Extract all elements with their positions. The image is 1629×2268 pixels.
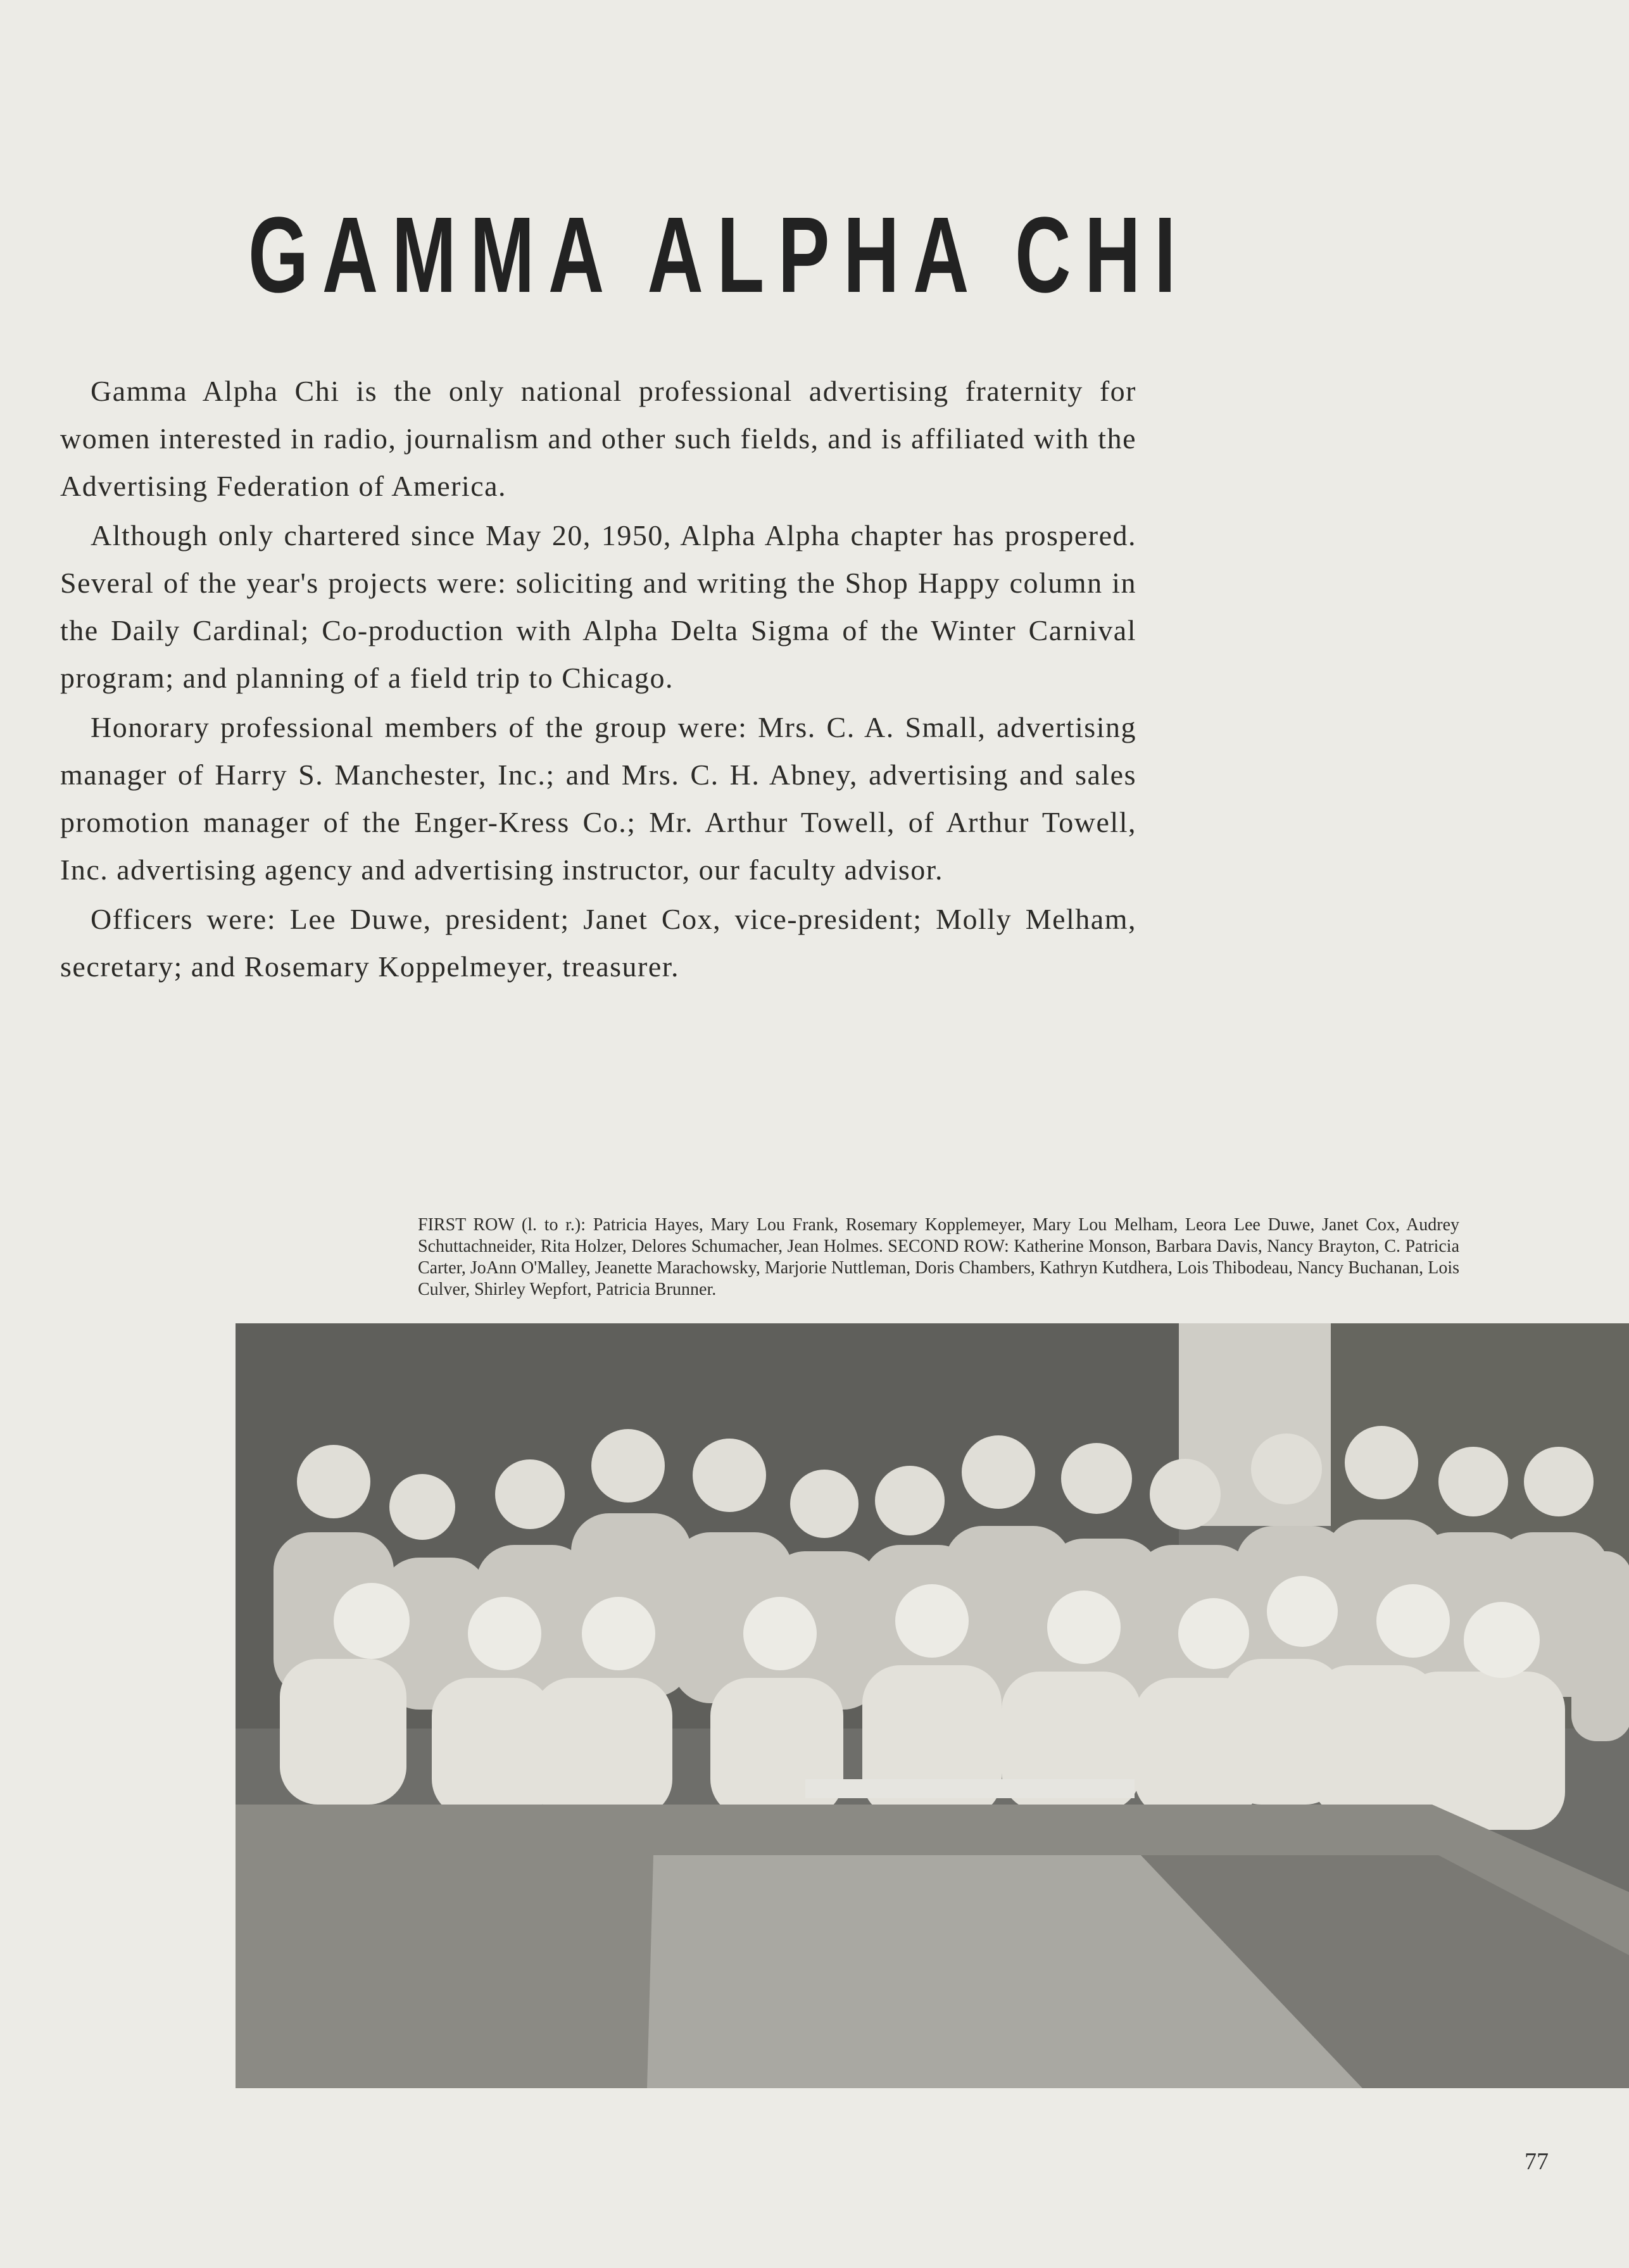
paragraph: Although only chartered since May 20, 1950, Alpha Alpha chapter has prospered. Several of the year's projects were: soliciting and writing the Shop Happy column in the Daily Cardinal; Co-production with Alpha Delta Sigma of the Winter Carnival program; and planning of a field trip to Chicago.	[60, 519, 1136, 694]
article-body	[60, 367, 1136, 992]
page-title: GAMMA ALPHA CHI	[248, 195, 1190, 315]
paragraph: Honorary professional members of the group were: Mrs. C. A. Small, advertising manager of Harry S. Manchester, Inc.; and Mrs. C. H. Abney, advertising and sales promotion manager of the Enger-Kress Co.; Mr. Arthur Towell, of Arthur Towell, Inc. advertising agency and advertising instructor, our faculty advisor.	[60, 711, 1136, 886]
paragraph: Gamma Alpha Chi is the only national professional advertising fraternity for women interested in radio, journalism and other such fields, and is affiliated with the Advertising Federation of America.	[60, 375, 1136, 502]
photo-caption: FIRST ROW (l. to r.): Patricia Hayes, Mary Lou Frank, Rosemary Kopplemeyer, Mary Lou Melham, Leora Lee Duwe, Janet Cox, Audrey Schuttachneider, Rita Holzer, Delores Schumacher, Jean Holmes. SECOND ROW: Katherine Monson, Barbara Davis, Nancy Brayton, C. Patricia Carter, JoAnn O'Malley, Jeanette Marachowsky, Marjorie Nuttleman, Doris Chambers, Kathryn Kutdhera, Lois Thibodeau, Nancy Buchanan, Lois Culver, Shirley Wepfort, Patricia Brunner.	[418, 1215, 1459, 1299]
group-photo-illustration	[236, 1323, 1629, 2088]
group-photo	[236, 1323, 1629, 2088]
paragraph: Officers were: Lee Duwe, president; Janet Cox, vice-president; Molly Melham, secretary; and Rosemary Koppelmeyer, treasurer.	[60, 903, 1136, 983]
page-number: 77	[1525, 2148, 1549, 2175]
